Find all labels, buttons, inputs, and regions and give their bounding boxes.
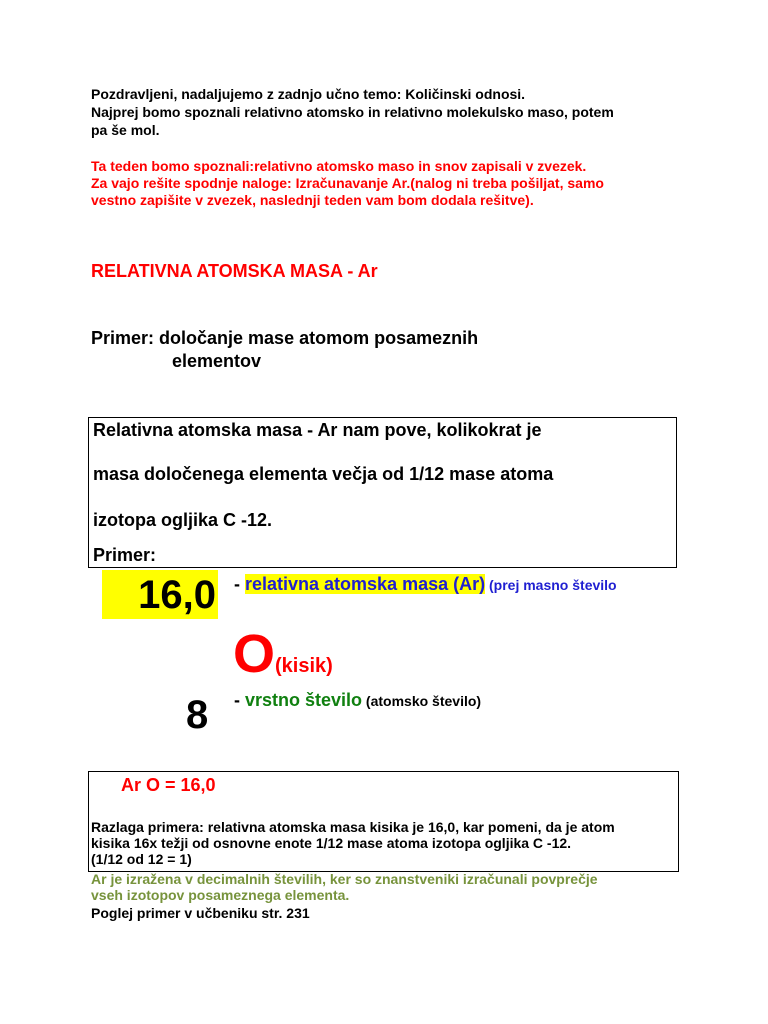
atomic-label-group <box>234 690 481 711</box>
intro-line: Pozdravljeni, nadaljujemo z zadnjo učno temo: Količinski odnosi. <box>91 86 526 102</box>
definition-line: Relativna atomska masa - Ar nam pove, kolikokrat je <box>93 420 542 440</box>
definition-example-label: Primer: <box>93 545 157 565</box>
note-line: vseh izotopov posameznega elementa. <box>91 887 350 903</box>
definition-line: masa določenega elementa večja od 1/12 mase atoma <box>93 464 554 484</box>
decimal-note <box>91 871 691 903</box>
atomic-dash: - <box>234 690 245 710</box>
example-title-line: Primer: določanje mase atomom posameznih <box>91 328 479 348</box>
mass-value: 16,0 <box>138 573 216 617</box>
mass-label: relativna atomska masa (Ar) <box>245 574 486 594</box>
result-box <box>88 771 679 872</box>
notice-line: Ta teden bomo spoznali:relativno atomsko maso in snov zapisali v zvezek. <box>91 158 587 174</box>
intro-line: pa še mol. <box>91 122 160 138</box>
element-name: (kisik) <box>275 655 333 677</box>
definition-line: izotopa ogljika C -12. <box>93 510 273 530</box>
notice-text <box>91 158 691 209</box>
example-title-line: elementov <box>172 351 262 371</box>
note-line: Ar je izražena v decimalnih številih, ker so znanstveniki izračunali povprečje <box>91 871 598 887</box>
atomic-note: (atomsko število) <box>362 693 482 709</box>
element-symbol-group <box>233 624 333 684</box>
result-explanation <box>91 819 676 867</box>
atomic-number: 8 <box>186 693 209 737</box>
mass-label-group <box>234 575 654 595</box>
definition-box <box>88 417 677 568</box>
textbook-reference: Poglej primer v učbeniku str. 231 <box>91 905 310 921</box>
atomic-label: vrstno število <box>245 690 363 710</box>
result-line: Razlaga primera: relativna atomska masa kisika je 16,0, kar pomeni, da je atom <box>91 819 615 835</box>
notice-line: Za vajo rešite spodnje naloge: Izračunavanje Ar.(nalog ni treba pošiljat, samo <box>91 175 604 191</box>
example-title <box>91 327 478 373</box>
notice-line: vestno zapišite v zvezek, naslednji teden vam bom dodala rešitve). <box>91 192 534 208</box>
element-symbol: O <box>233 624 276 684</box>
result-line: kisika 16x težji od osnovne enote 1/12 mase atoma izotopa ogljika C -12. <box>91 835 572 851</box>
result-title: Ar O = 16,0 <box>121 775 216 795</box>
result-line: (1/12 od 12 = 1) <box>91 851 192 867</box>
intro-line: Najprej bomo spoznali relativno atomsko in relativno molekulsko maso, potem <box>91 104 614 120</box>
intro-text <box>91 85 691 139</box>
mass-dash: - <box>234 574 245 594</box>
section-title: RELATIVNA ATOMSKA MASA - Ar <box>91 261 378 281</box>
mass-note: (prej masno število <box>485 577 617 593</box>
mass-value-highlight <box>102 570 218 619</box>
